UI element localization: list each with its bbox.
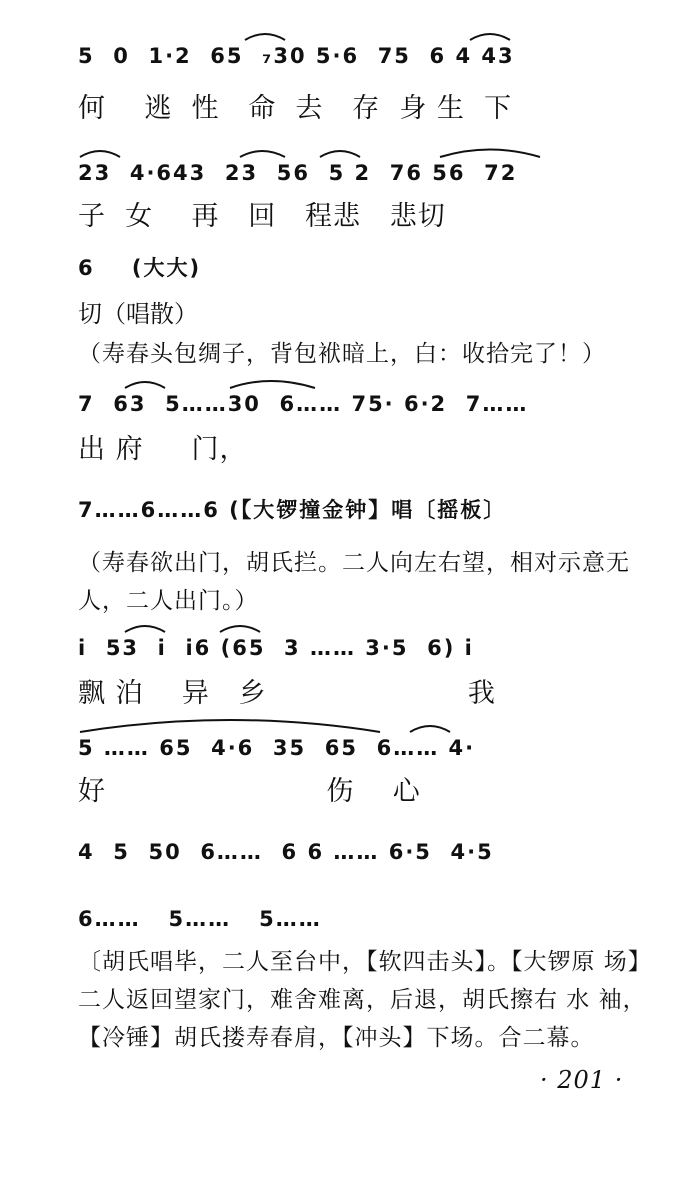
stage-direction: （寿春欲出门，胡氏拦。二人向左右望，相对示意无人，二人出门。） bbox=[78, 550, 630, 614]
notation-line: 7……6……6 (【大锣撞金钟】唱〔摇板〕 bbox=[78, 498, 507, 522]
lyric-line: 出 府 门， bbox=[78, 434, 248, 465]
notation-line: i 53 i i6 (65 3 …… 3·5 6) i bbox=[78, 636, 474, 660]
notation-line: 23 4·643 23 56 5 2 76 56 72 bbox=[78, 161, 518, 185]
notation-line: 4 5 50 6…… 6 6 …… 6·5 4·5 bbox=[78, 840, 494, 864]
notation-line: 7 63 5……30 6…… 75· 6·2 7…… bbox=[78, 392, 529, 416]
lyric-line: 好 伤 心 bbox=[78, 776, 421, 807]
notation-line: 6 (大大) bbox=[78, 256, 202, 280]
notation-line: 5 …… 65 4·6 35 65 6…… 4· bbox=[78, 736, 476, 760]
stage-direction: （寿春头包绸子，背包袱暗上，白：收拾完了！） bbox=[78, 341, 606, 367]
lyric-line: 子 女 再 回 程悲 悲切 bbox=[78, 201, 446, 232]
notation-line: 6…… 5…… 5…… bbox=[78, 907, 322, 931]
lyric-line: 切（唱散） bbox=[78, 300, 198, 328]
lyric-line: 何 逃 性 命 去 存 身 生 下 bbox=[78, 93, 513, 124]
lyric-line: 飘 泊 异 乡 我 bbox=[78, 678, 496, 709]
notation-line: 5 0 1·2 65 ₇30 5·6 75 6 4 43 bbox=[78, 44, 515, 68]
page-number: · 201 · bbox=[540, 1066, 624, 1094]
stage-direction: 〔胡氏唱毕，二人至台中，【软四击头】。【大锣原 场】二人返回望家门，难舍难离，后退，胡氏擦右 水 袖，【冷锤】胡氏搂寿春肩，【冲头】下场。合二幕。 bbox=[78, 949, 652, 1051]
